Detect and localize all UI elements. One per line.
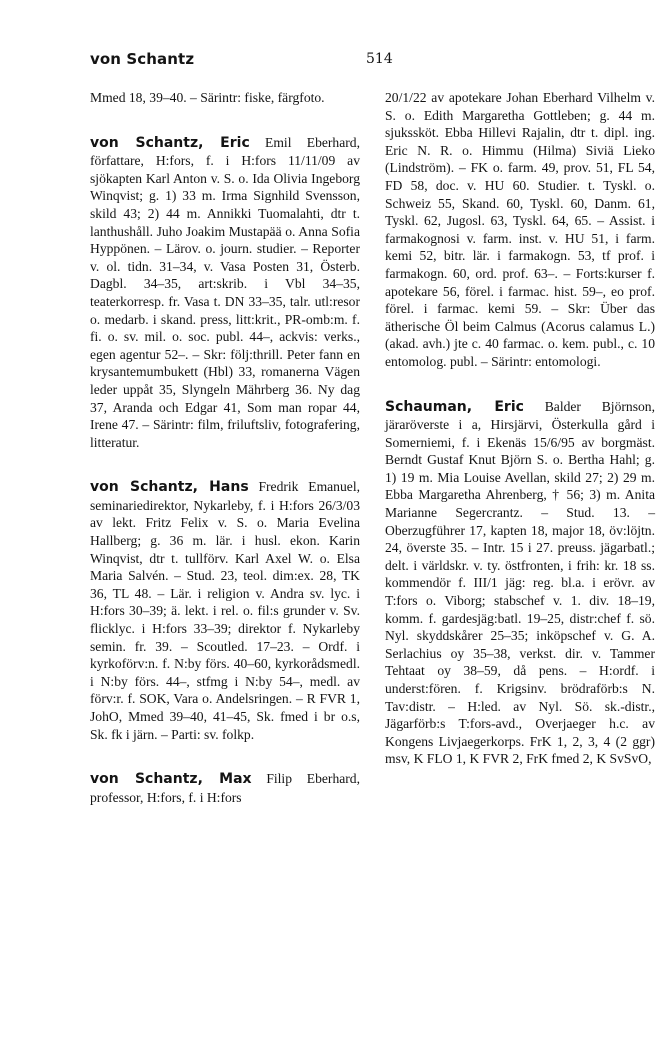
biography-entry <box>90 134 360 452</box>
entry-text: Fredrik Emanuel, seminariedirektor, Nykarleby, f. i H:fors 26/3/03 av lekt. Fritz Felix v. S. o. Maria Evelina Hallberg; g. 36 m. lär. i husl. ekon. Karin Winqvist, dtr t. tullförv. Karl Axel W. o. Elsa Maria Salvén. – Stud. 23, teol. dim:ex. 28, TK 36, TL 48. – Lär. i religion v. Andra sv. lyc. i H:fors 30–39; ä. lekt. i rel. o. fil:s grunder v. Sv. flicklyc. i H:fors 33–39; direktor f. Nykarleby semin. fr. 39. – Scoutled. 17–23. – Ordf. i kyrkoförv:n. f. N:by förs. 40–60, kyrkorådsmedl. i N:by förs. 44–, stfmg i N:by 54–, medl. av förv:r. f. SOK, Vara o. Andelsringen. – R FVR 1, JohO, Mmed 39–40, 41–45, Sk. fmed i br o.s, Sk. fk i järn. – Parti: sv. folkp. <box>90 479 360 742</box>
continued-entry-text <box>385 89 655 371</box>
entry-name: Schauman, Eric <box>385 398 524 415</box>
entry-text: Balder Björnson, järaröverste i a, Hirsjärvi, Österkulla gård i Somerniemi, f. i Ekenäs 15/6/95 av borgmäst. Berndt Gustaf Knut Björn S. o. Bertha Hahl; g. 1) 19 m. Mia Louise Avellan, skild 27; 2) 29 m. Ebba Margaretha Ahrenberg, † 56; 3) m. Anita Marianne Segercrantz. – Stud. 13. – Oberzugführer 17, kapten 18, major 18, öv:löjtn. 24, överste 35. – Intr. 15 i 27. preuss. jägarbatl.; delt. i världskr. v. ty. östfronten, i frih: kr. 18 ss. kommendör f. III/1 jäg: reg. bl.a. i erövr. av T:fors o. Viborg; stabschef v. 1. div. 18–19, komm. f. gardesjäg:batl. 19–25, distr:chef f. sö. Nyl. skyddskårer 25–35; inköpschef v. G. A. Serlachius oy 35–38, verkst. dir. v. Tammer Tehtaat oy 38–59, då pens. – H:ordf. i underst:fören. f. Krigsinv. brödraförb:s N. Tav:distr. – H:led. av Nyl. Sö. sk.-distr., Jägarförb:s T:fors-avd., Overjaeger h.c. av Kongens Livjaegerkorps. FrK 1, 2, 3, 4 (2 ggr) msv, K FLO 1, K FVR 2, FrK fmed 2, K SvSvO, <box>385 398 655 767</box>
continuation-text: Mmed 18, 39–40. – Särintr: fiske, färgfoto. <box>90 90 325 105</box>
continuation-text: 20/1/22 av apotekare Johan Eberhard Vilhelm v. S. o. Edith Margaretha Gottleben; g. 44 m. sjukssköt. Ebba Hillevi Rajalin, dtr t. dipl. ing. Eric N. R. o. Himmu (Hilma) Siviä Lieko (Lindström). – FK o. farm. 49, prov. 51, FL 54, FD 58, doc. v. HU 60. Studier. t. Tyskl. o. Schweiz 55, Skand. 60, Tyskl. 60, Danm. 61, Tyskl. 62, Jugosl. 63, Tyskl. 64, 65. – Assist. i farmakognosi v. farm. inst. v. HU 51, i farm. kemi 52, bitr. lär. i farmakogn. 53, tf prof. i farmakogn. 60, ord. prof. 63–. – Forts:kurser f. apotekare 56, förel. i farmac. hist. 59–, eo prof. förel. i farmac. kemi 59. – Skr: Über das ätherische Öl beim Calmus (Acorus calamus L.) (akad. avh.) jte c. 40 farmac. o. kem. publ., c. 10 entomolog. publ. – Särintr: entomologi. <box>385 90 655 369</box>
entry-name: von Schantz, Eric <box>90 134 250 151</box>
running-head: von Schantz <box>90 50 195 68</box>
biography-entry <box>90 478 360 743</box>
entry-name: von Schantz, Max <box>90 771 252 788</box>
continued-entry-text <box>90 89 360 107</box>
biography-entry <box>90 770 360 806</box>
left-column <box>90 89 360 833</box>
biography-entry <box>385 398 655 768</box>
entry-text: Filip Eberhard, professor, H:fors, f. i H:fors <box>90 771 360 805</box>
entry-name: von Schantz, Hans <box>90 479 249 496</box>
entry-text: Emil Eberhard, författare, H:fors, f. i H:fors 11/11/09 av sjökapten Karl Anton v. S. o. Ida Olivia Ingeborg Winqvist; g. 1) 33 m. Irma Signhild Svensson, skild 43; 2) 44 m. Annikki Tuomalahti, dtr t. lanthushåll. Juho Joakim Mustapää o. Anna Sofia Hyppönen. – Lärov. o. journ. studier. – Reporter v. ol. tidn. 31–34, v. Vasa Posten 31, Österb. Dagbl. 34–35, art:skrib. i Vbl 34–35, teaterkorresp. fr. Vasa t. DN 33–35, talr. utl:resor o. medarb. i skand. press, litt:krit., PR-omb:m. f. fi. o. sv. mil. o. soc. publ. 44–, ackvis: verks., egen agentur 52–. – Skr: följ:thrill. Peter fann en krysantemumbukett (Hbl) 33, romanerna Vägen leder uppåt 35, Slyngeln Mährberg 36. Ny dag 37, Aranda och Edgar 41, Som man ropar 44, Irene 47. – Särintr: film, friluftsliv, fotografering, litteratur. <box>90 134 360 450</box>
page-number: 514 <box>366 51 393 67</box>
right-column <box>385 89 655 795</box>
